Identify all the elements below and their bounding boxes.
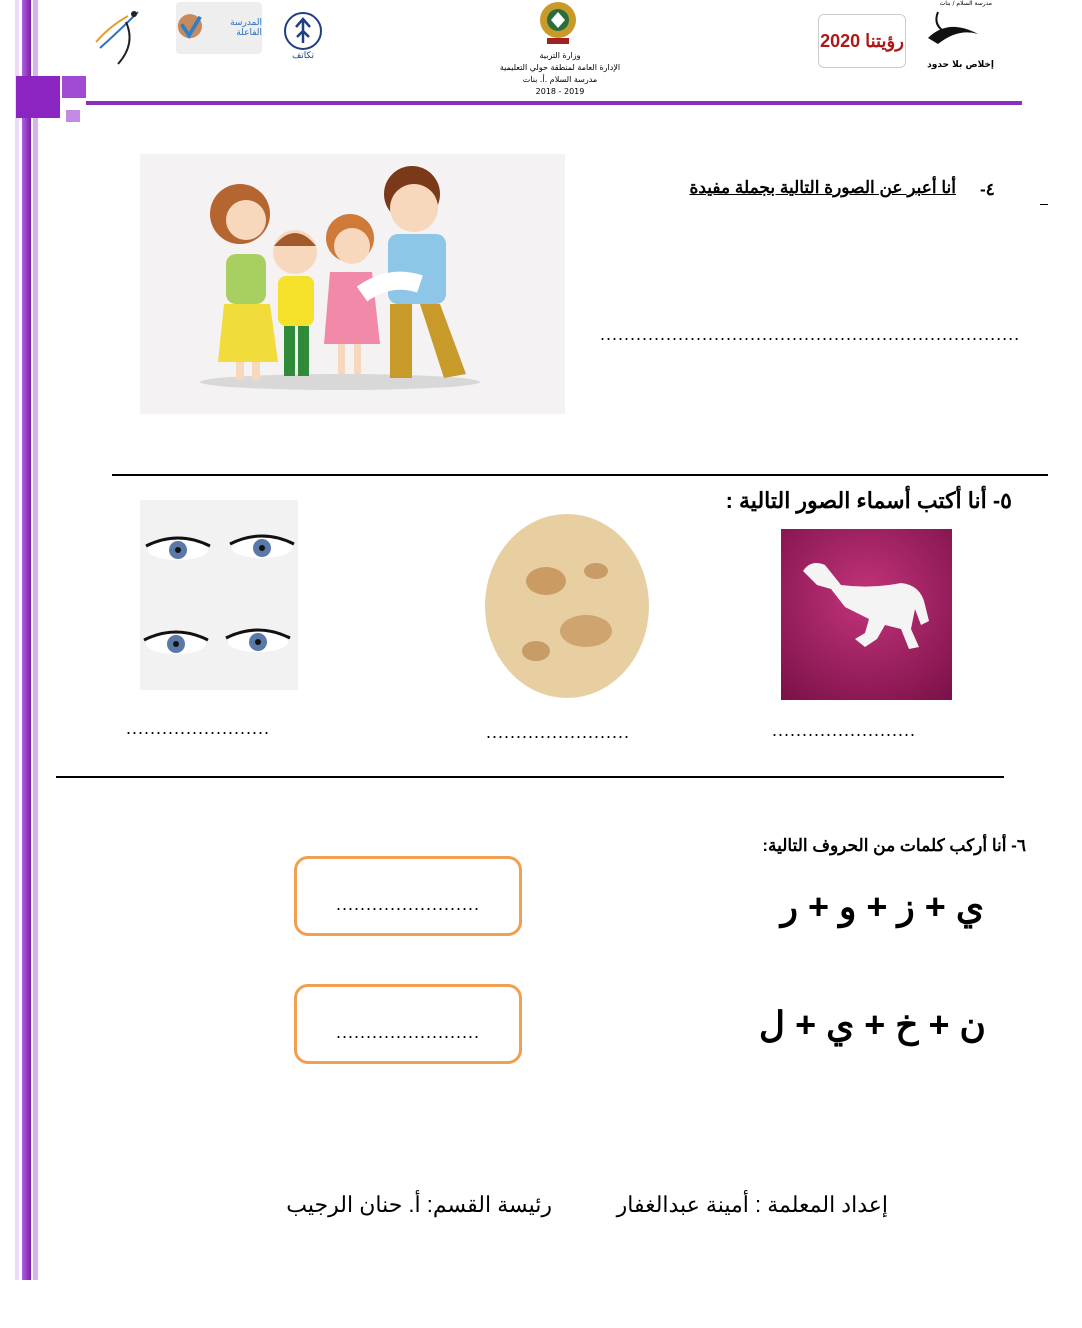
section-divider-2 <box>56 776 1004 778</box>
family-illustration <box>140 154 565 414</box>
header-divider <box>86 101 1022 105</box>
takatuf-text: تكاتف <box>291 51 315 61</box>
ikhlas-logo <box>918 0 998 76</box>
q6-answer-1[interactable]: ........................ <box>335 894 481 914</box>
eye-icon <box>146 538 210 560</box>
school-name: مدرسة السلام .أ. بنات <box>522 75 598 84</box>
footer-teacher: إعداد المعلمة : أمينة عبدالغفار <box>616 1192 888 1217</box>
effective-school-logo <box>176 2 262 54</box>
section-divider-1 <box>112 474 1048 476</box>
q5-title: ٥- أنا أكتب أسماء الصور التالية : <box>725 488 1012 513</box>
border-stripe-pale <box>33 0 38 1280</box>
border-stripe <box>22 0 31 1280</box>
footer-head: رئيسة القسم: أ. حنان الرجيب <box>286 1192 552 1217</box>
effective-school-text: المدرسة الفاعلة <box>230 18 262 38</box>
q5-answer-horse[interactable]: ........................ <box>772 720 917 740</box>
vision-2020-text: رؤيتنا 2020 <box>820 30 904 51</box>
q6-letters-row-1: ي + ز + و + ر <box>780 886 984 927</box>
q6-letters-row-2: ن + خ + ي + ل <box>758 1004 986 1045</box>
ministry-name: وزارة التربية <box>539 51 581 60</box>
corner-square-tiny <box>66 110 80 122</box>
dove-icon <box>918 8 998 48</box>
q6-answer-2[interactable]: ........................ <box>335 1022 481 1042</box>
header-text-block <box>470 50 650 98</box>
ikhlas-text: إخلاص بلا حدود <box>927 60 994 70</box>
q4-dash <box>1040 204 1048 205</box>
ministry-emblem <box>534 0 582 46</box>
corner-square-small <box>62 76 86 98</box>
q6-title: ٦- أنا أركب كلمات من الحروف التالية: <box>762 836 1026 855</box>
q5-answer-eyes[interactable]: ........................ <box>126 718 271 738</box>
school-year: 2018 - 2019 <box>535 87 585 96</box>
q6-answer-box-1[interactable] <box>294 856 522 936</box>
q6-answer-box-2[interactable] <box>294 984 522 1064</box>
q4-answer-line[interactable]: ...................................................................... <box>600 324 1021 344</box>
runner-logo <box>88 4 148 68</box>
bread-image <box>476 511 658 701</box>
directorate-name: الإدارة العامة لمنطقة حولي التعليمية <box>499 63 621 72</box>
q4-number: ٤- <box>980 180 995 199</box>
corner-square <box>16 76 60 118</box>
takatuf-logo <box>280 6 326 66</box>
horse-image <box>781 529 952 700</box>
q5-answer-bread[interactable]: ........................ <box>486 722 631 742</box>
ikhlas-top-text: مدرسة السلام / بنات <box>939 0 992 7</box>
vision-2020-logo <box>818 14 906 68</box>
eyes-image <box>140 500 298 690</box>
q4-title: أنا أعبر عن الصورة التالية بجملة مفيدة <box>689 178 956 197</box>
border-stripe-light <box>15 0 19 1280</box>
